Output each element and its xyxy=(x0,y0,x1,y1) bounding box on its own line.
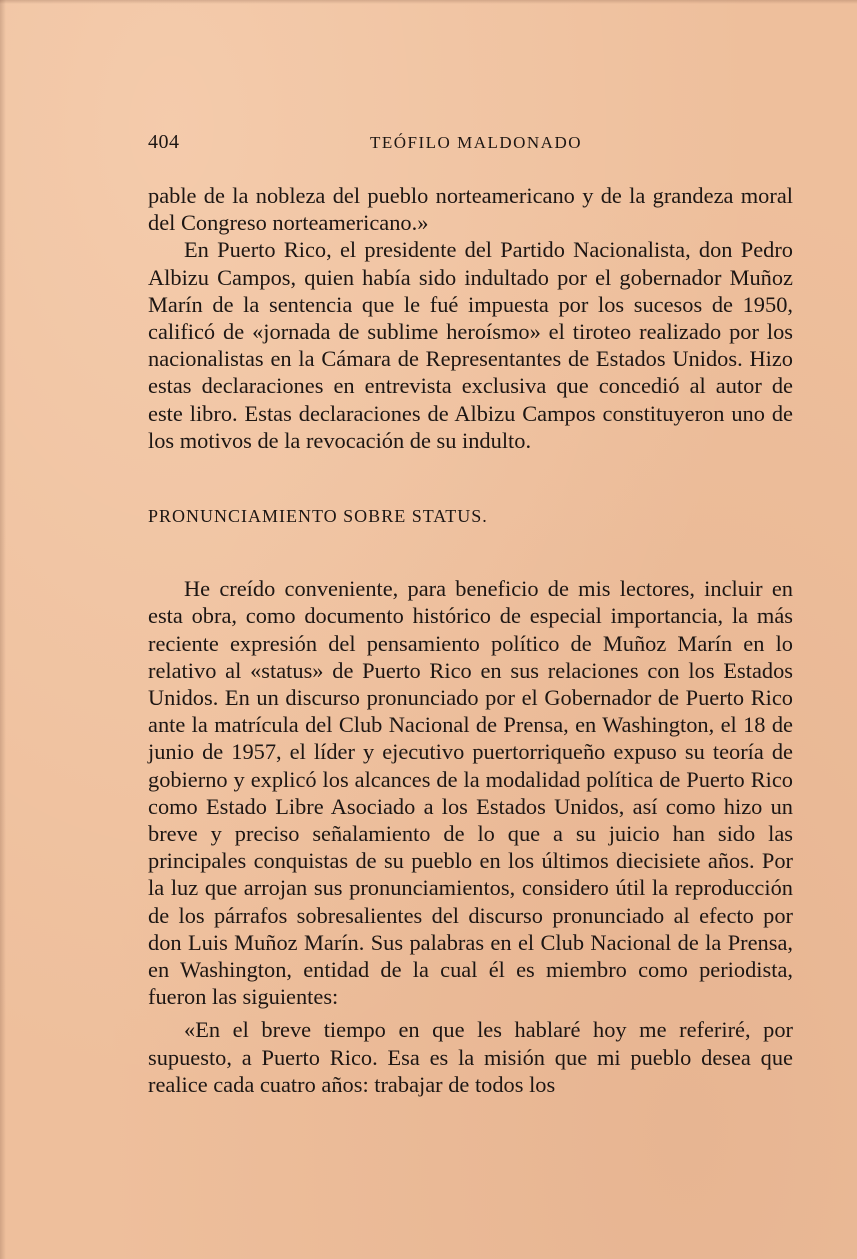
page-header xyxy=(148,131,793,159)
page-number: 404 xyxy=(148,131,180,153)
page-edge-shadow xyxy=(0,0,6,1259)
body-text xyxy=(148,182,793,1098)
section-heading: PRONUNCIAMIENTO SOBRE STATUS. xyxy=(148,506,488,527)
paragraph-albizu: En Puerto Rico, el presidente del Partido Nacionalista, don Pedro Albizu Campos, quien había sido indultado por el gobernador Muñoz Marín de la sentencia que le fué impuesta por los sucesos de 1950, calificó de «jornada de sublime heroísmo» el tiroteo realizado por los nacionalistas en la Cámara de Representantes de Estados Unidos. Hizo estas declaraciones en entrevista exclusiva que concedió al autor de este libro. Estas declaraciones de Albizu Campos constituyeron uno de los motivos de la revocación de su indulto. xyxy=(148,237,793,453)
paragraph-continuation: pable de la nobleza del pueblo norteamericano y de la grandeza moral del Congreso norteamericano.» xyxy=(148,183,793,236)
page-top-shadow xyxy=(0,0,857,4)
paragraph-status: He creído conveniente, para beneficio de mis lectores, incluir en esta obra, como documento histórico de especial importancia, la más reciente expresión del pensamiento político de Muñoz Marín en lo relativo al «status» de Puerto Rico en sus relaciones con los Estados Unidos. En un discurso pronunciado por el Gobernador de Puerto Rico ante la matrícula del Club Nacional de Prensa, en Washington, el 18 de junio de 1957, el líder y ejecutivo puertorriqueño expuso su teoría de gobierno y explicó los alcances de la modalidad política de Puerto Rico como Estado Libre Asociado a los Estados Unidos, así como hizo un breve y preciso señalamiento de lo que a su juicio han sido las principales conquistas de su pueblo en los últimos diecisiete años. Por la luz que arrojan sus pronunciamientos, considero útil la reproducción de los párrafos sobresalientes del discurso pronunciado al efecto por don Luis Muñoz Marín. Sus palabras en el Club Nacional de la Prensa, en Washington, entidad de la cual él es miembro como periodista, fueron las siguientes: xyxy=(148,576,793,1010)
paragraph-speech-quote: «En el breve tiempo en que les hablaré hoy me referiré, por supuesto, a Puerto Rico. Esa es la misión que mi pueblo desea que realice cada cuatro años: trabajar de todos los xyxy=(148,1017,793,1097)
running-head: TEÓFILO MALDONADO xyxy=(370,133,583,152)
